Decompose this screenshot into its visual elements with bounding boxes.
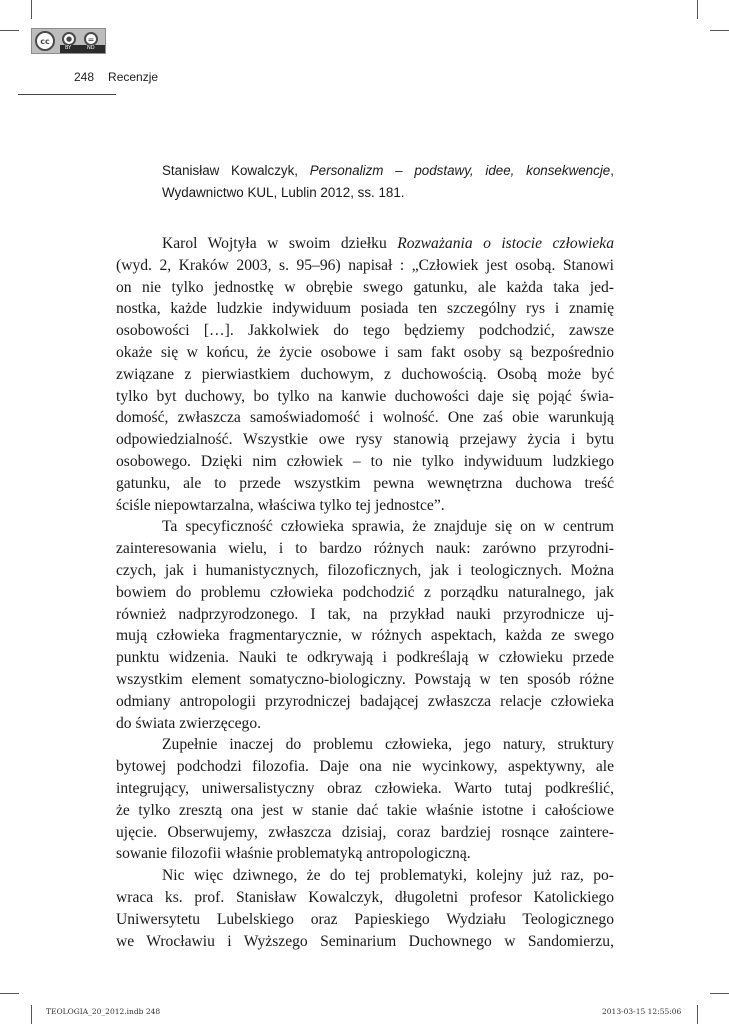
text-line (116, 931, 614, 953)
creative-commons-icon: cc (35, 31, 55, 51)
text-line (116, 429, 614, 451)
license-badge (31, 28, 106, 54)
page-number: 248 (74, 70, 95, 84)
line-segment: osobowości […]. Jakkolwiek do tego będziemy podchodzić, zawsze (116, 322, 614, 340)
line-segment: punktu widzenia. Nauki te odkrywają i podkreślają w człowieku przede (116, 649, 614, 667)
line-segment: Rozważania o istocie człowieka (397, 235, 614, 252)
text-line (116, 233, 614, 255)
text-line (116, 625, 614, 647)
citation-author: Stanisław Kowalczyk, (162, 163, 310, 178)
line-segment: Nic więc dziwnego, że do tej problematyki, kolejny już raz, po- (162, 867, 614, 885)
text-line (116, 822, 614, 844)
text-line (116, 756, 614, 778)
text-line (116, 342, 614, 364)
text-line (116, 843, 614, 865)
text-line (116, 320, 614, 342)
crop-mark (31, 0, 32, 19)
line-segment: (wyd. 2, Kraków 2003, s. 95–96) napisał : „Człowiek jest osobą. Stanowi (116, 256, 614, 274)
running-head (74, 70, 158, 84)
line-segment: tylko byt duchowy, bo tylko na kanwie duchowości daje się pojąć świa- (116, 387, 614, 405)
text-line (116, 734, 614, 756)
line-segment: bytowej podchodzi filozofia. Daje ona nie wycinkowy, aspektywny, ale (116, 758, 614, 776)
license-nd-label: ND (87, 45, 95, 51)
text-line (116, 604, 614, 626)
text-line (116, 647, 614, 669)
crop-mark (710, 993, 729, 994)
line-segment: do świata zwierzęcego. (116, 714, 262, 732)
text-line (116, 298, 614, 320)
crop-mark (710, 30, 729, 31)
line-segment: mują człowieka fragmentarycznie, w różnych aspektach, każda ze swego (116, 627, 614, 645)
line-segment: Zupełnie inaczej do problemu człowieka, jego natury, struktury (162, 736, 614, 754)
footer-timestamp: 2013-03-15 12:55:06 (602, 1007, 682, 1016)
line-segment: odmiany antropologii przyrodniczej badającej zwłaszcza relacje człowieka (116, 692, 614, 710)
line-segment: we Wrocławiu i Wyższego Seminarium Duchownego w Sandomierzu, (116, 932, 614, 950)
line-segment: nostka, każde ludzkie indywiduum posiada ten szczególny rys i znamię (116, 300, 614, 318)
line-segment: sowanie filozofii właśnie problematyką antropologiczną. (116, 845, 471, 863)
crop-mark (0, 30, 19, 31)
no-derivatives-icon: = (84, 32, 98, 46)
text-line (116, 255, 614, 277)
line-segment: wraca ks. prof. Stanisław Kowalczyk, długoletni profesor Katolickiego (116, 888, 614, 906)
line-segment: zainteresowania wielu, i to bardzo różnych nauk: zarówno przyrodni- (116, 540, 614, 558)
text-line (116, 778, 614, 800)
text-line (116, 473, 614, 495)
line-segment: okaże się w końcu, że życie osobowe i sam fakt osoby są bezpośrednio (116, 343, 614, 361)
text-line (116, 865, 614, 887)
line-segment: ściśle niepowtarzalna, właściwa tylko tej jednostce”. (116, 496, 445, 514)
line-segment: że tylko zresztą ona jest w stanie dać takie właśnie istotne i całościowe (116, 801, 614, 819)
crop-mark (0, 993, 19, 994)
header-rule (18, 94, 116, 95)
line-segment: integrujący, uniwersalistyczny obraz człowieka. Warto tutaj podkreślić, (116, 779, 614, 797)
line-segment: Ta specyficzność człowieka sprawia, że znajduje się on w centrum (162, 518, 614, 536)
line-segment: osobowego. Dzięki nim człowiek – to nie tylko indywiduum ludzkiego (116, 452, 614, 470)
line-segment: czych, jak i humanistycznych, filozoficznych, jak i teologicznych. Można (116, 561, 614, 579)
line-segment: Uniwersytetu Lubelskiego oraz Papieskiego Wydziału Teologicznego (116, 910, 614, 928)
text-line (116, 713, 614, 735)
line-segment: ujęcie. Obserwujemy, zwłaszcza dzisiaj, coraz bardziej rosnące zaintere- (116, 823, 614, 841)
line-segment: wszystkim element somatyczno-biologiczny. Powstają w ten sposób różne (116, 670, 614, 688)
text-line (116, 691, 614, 713)
line-segment: związane z pierwiastkiem duchowym, z duchowością. Osobą może być (116, 365, 614, 383)
text-line (116, 538, 614, 560)
crop-mark (697, 1005, 698, 1024)
license-by-label: BY (65, 45, 72, 51)
line-segment: gatunku, ale to przede wszystkim pewna wewnętrzna duchowa treść (116, 474, 614, 492)
text-line (116, 887, 614, 909)
text-line (116, 669, 614, 691)
text-line (116, 560, 614, 582)
crop-mark (697, 0, 698, 19)
text-line (116, 386, 614, 408)
line-segment: bowiem do problemu człowieka podchodzić z porządku naturalnego, jak (116, 583, 614, 601)
book-citation (162, 160, 614, 204)
footer-file-info: TEOLOGIA_20_2012.indb 248 (46, 1007, 161, 1016)
text-line (116, 800, 614, 822)
section-title: Recenzje (108, 70, 159, 84)
text-line (116, 495, 614, 517)
text-line (116, 516, 614, 538)
text-line (116, 451, 614, 473)
text-line (116, 364, 614, 386)
text-line (116, 909, 614, 931)
citation-details: , Wydawnictwo KUL, Lublin 2012, ss. 181. (162, 163, 614, 200)
citation-title: Personalizm – podstawy, idee, konsekwencje (309, 163, 611, 178)
line-segment: również nadprzyrodzonego. I tak, na przykład nauki przyrodnicze uj- (116, 605, 614, 623)
line-segment: on nie tylko jednostkę w obrębie swego gatunku, ale każda taka jed- (116, 278, 614, 296)
crop-mark (31, 1005, 32, 1024)
line-segment: domość, zwłaszcza samoświadomość i wolność. One zaś obie warunkują (116, 409, 614, 427)
line-segment: odpowiedzialność. Wszystkie owe rysy stanowią przejawy życia i bytu (116, 431, 614, 449)
line-segment: Karol Wojtyła w swoim dziełku (162, 235, 398, 252)
text-line (116, 407, 614, 429)
attribution-icon: ● (62, 32, 76, 46)
text-line (116, 277, 614, 299)
text-line (116, 582, 614, 604)
review-body (116, 233, 614, 952)
